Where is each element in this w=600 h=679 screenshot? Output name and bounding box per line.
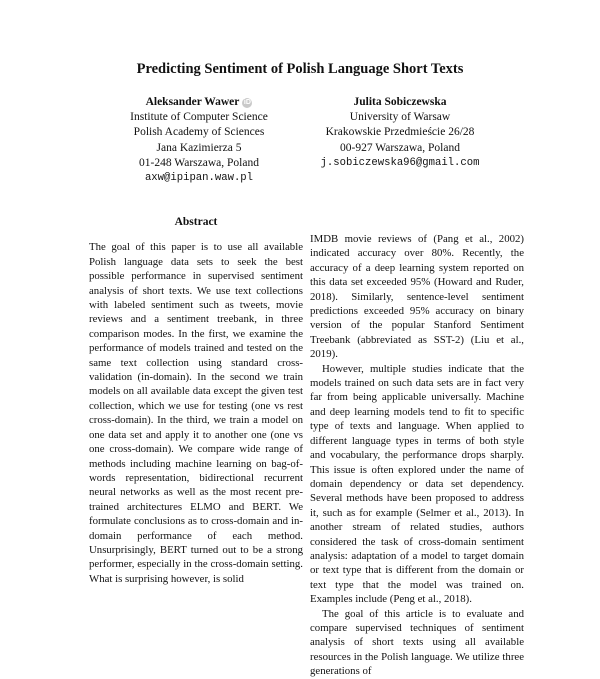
body-paragraph: The goal of this article is to evaluate and compare supervised techniques of sentiment analysis of short texts using all available resources in the Polish language. We utilize three generations of: [310, 607, 524, 678]
paper-title: Predicting Sentiment of Polish Language Short Texts: [136, 61, 464, 77]
orcid-icon[interactable]: iD: [243, 99, 251, 106]
author-address-line: Jana Kazimierza 5: [156, 141, 242, 154]
body-paragraph: However, multiple studies indicate that the models trained on such data sets are in fact very far from being applicable universally. Machine and deep learning models tend to fit to specific type of texts and language. When applied to different language types in terms of both style and vocabulary, the performance drops sharply. This issue is often explored under the name of domain dependency or data set dependency. Several methods have been proposed to address it, such as for example (Selmer et al., 2013). In another stream of related studies, authors considered the task of cross-domain sentiment analysis: adaptation of a model to target domain or text type that is different from the domain or text type that the model was trained on. Examples include (Peng et al., 2018).: [310, 362, 524, 606]
left-column: [89, 215, 303, 586]
abstract-heading: Abstract: [174, 216, 218, 228]
author-address-line: Krakowskie Przedmieście 26/28: [325, 126, 475, 139]
author-name: Julita Sobiczewska: [353, 96, 447, 108]
author-affiliation-line: Polish Academy of Sciences: [133, 126, 265, 139]
author-email: j.sobiczewska96@gmail.com: [320, 156, 480, 169]
author-block-2: [300, 95, 500, 171]
author-email: axw@ipipan.waw.pl: [144, 172, 254, 185]
right-column: [310, 232, 524, 679]
author-affiliation-line: Institute of Computer Science: [130, 111, 268, 124]
author-name: Aleksander Wawer: [145, 96, 240, 108]
author-block-1: [104, 95, 294, 186]
body-paragraph: IMDB movie reviews of (Pang et al., 2002) indicated accuracy over 80%. Recently, the accuracy of a deep learning system reported on this data set exceeded 95% (Howard and Ruder, 2018). Similarly, sentence-level sentiment predictions exceeded 95% accuracy on binary version of the popular Stanford Sentiment Treebank (abbreviated as SST-2) (Liu et al., 2019).: [310, 233, 524, 361]
author-address-line: 01-248 Warszawa, Poland: [139, 156, 259, 169]
abstract-text: The goal of this paper is to use all available Polish language data sets to seek the best possible performance in supervised sentiment analysis of short texts. We use text collections with labeled sentiment such as tweets, movie reviews and a sentiment treebank, in three comparison modes. In the first, we examine the performance of models trained and tested on the same text collection using standard cross-validation (in-domain). In the second we train models on all available data except the given test collection, which we use for testing (one vs rest cross-domain). In the third, we train a model on one data set and apply it to another one (one vs one cross-domain). We compare wide range of methods including machine learning on bag-of-words representation, bidirectional recurrent neural networks as well as the most recent pre-trained architectures ELMO and BERT. We formulate conclusions as to cross-domain and in-domain performance of each method. Unsurprisingly, BERT turned out to be a strong performer, especially in the cross-domain setting. What is surprising however, is solid: [89, 241, 303, 585]
author-affiliation-line: University of Warsaw: [349, 111, 451, 124]
author-address-line: 00-927 Warszawa, Poland: [340, 141, 460, 154]
